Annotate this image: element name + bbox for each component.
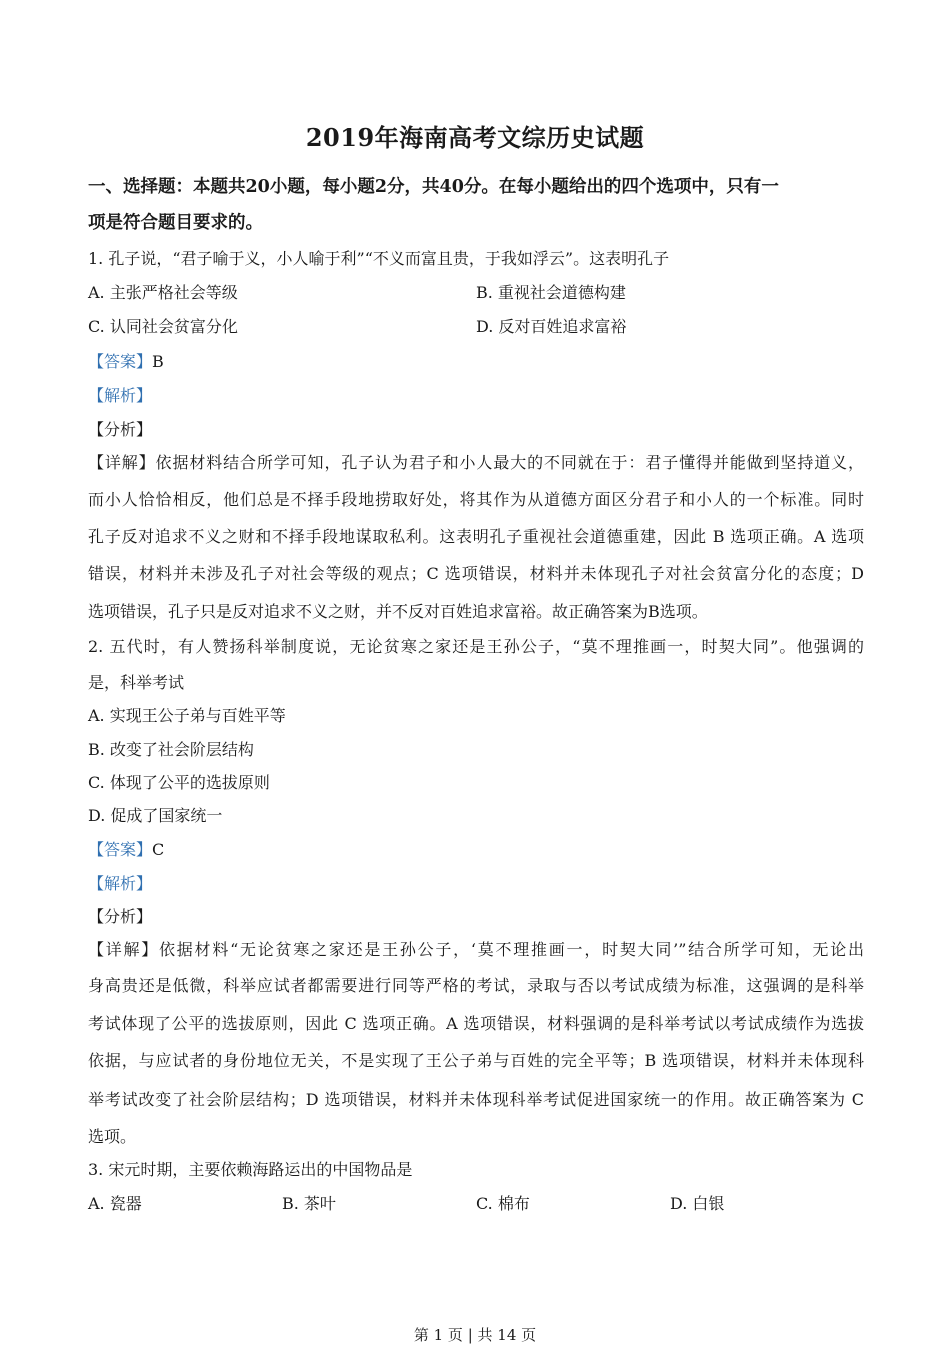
q2-answer-value: C xyxy=(152,840,165,859)
q1-answer-tag: 【答案】 xyxy=(88,352,153,371)
q3-option-b: B. 茶叶 xyxy=(282,1194,336,1213)
q3-option-d: D. 白银 xyxy=(670,1194,725,1213)
q2-stem-line-1: 2. 五代时，有人赞扬科举制度说，无论贫寒之家还是王孙公子，“莫不理推画一，时契大同”。他强调的 xyxy=(88,637,864,656)
q2-option-a: A. 实现王公子弟与百姓平等 xyxy=(88,706,286,725)
q2-detail-line-5: 举考试改变了社会阶层结构；D 选项错误，材料并未体现科举考试促进国家统一的作用。故正确答案为 C xyxy=(88,1090,864,1109)
q1-stem: 1. 孔子说，“君子喻于义，小人喻于利”“不义而富且贵，于我如浮云”。这表明孔子 xyxy=(88,249,670,268)
q2-detail-line-1: 【详解】依据材料“无论贫寒之家还是王孙公子，‘莫不理推画一，时契大同’”结合所学可知，无论出 xyxy=(88,940,864,959)
section-heading-line-2: 项是符合题目要求的。 xyxy=(88,213,263,233)
page-footer: 第 1 页 | 共 14 页 xyxy=(413,1326,537,1344)
section-heading-line-1: 一、选择题：本题共20小题，每小题2分，共40分。在每小题给出的四个选项中，只有一 xyxy=(88,177,779,197)
q1-option-d: D. 反对百姓追求富裕 xyxy=(476,317,627,336)
q1-detail-line-1: 【详解】依据材料结合所学可知，孔子认为君子和小人最大的不同就在于：君子懂得并能做到坚持道义， xyxy=(88,453,864,472)
q3-option-a: A. 瓷器 xyxy=(88,1194,142,1213)
q2-detail-line-2: 身高贵还是低微，科举应试者都需要进行同等严格的考试，录取与否以考试成绩为标准，这强调的是科举 xyxy=(88,976,864,995)
q1-analysis-tag: 【解析】 xyxy=(88,386,153,405)
q1-option-b: B. 重视社会道德构建 xyxy=(476,283,626,302)
q2-option-c: C. 体现了公平的选拔原则 xyxy=(88,773,270,792)
q2-answer-tag: 【答案】 xyxy=(88,840,153,859)
q2-detail-line-3: 考试体现了公平的选拔原则，因此 C 选项正确。A 选项错误，材料强调的是科举考试以考试成绩作为选拔 xyxy=(88,1014,864,1033)
q1-detail-line-4: 错误，材料并未涉及孔子对社会等级的观点；C 选项错误，材料并未体现孔子对社会贫富分化的态度；D xyxy=(88,564,864,583)
q2-analysis-tag: 【解析】 xyxy=(88,874,153,893)
q1-option-c: C. 认同社会贫富分化 xyxy=(88,317,238,336)
q2-detail-line-4: 依据，与应试者的身份地位无关，不是实现了王公子弟与百姓的完全平等；B 选项错误，材料并未体现科 xyxy=(88,1051,864,1070)
page-title: 2019年海南高考文综历史试题 xyxy=(305,123,645,152)
q2-option-b: B. 改变了社会阶层结构 xyxy=(88,740,254,759)
q3-option-c: C. 棉布 xyxy=(476,1194,530,1213)
q1-detail-line-3: 孔子反对追求不义之财和不择手段地谋取私利。这表明孔子重视社会道德重建，因此 B 选项正确。A 选项 xyxy=(88,527,864,546)
q2-stem-line-2: 是，科举考试 xyxy=(88,673,185,692)
q2-fenxi-tag: 【分析】 xyxy=(88,907,153,926)
q1-option-a: A. 主张严格社会等级 xyxy=(88,283,238,302)
q1-detail-line-5: 选项错误，孔子只是反对追求不义之财，并不反对百姓追求富裕。故正确答案为B选项。 xyxy=(88,602,708,621)
q1-fenxi-tag: 【分析】 xyxy=(88,420,153,439)
q3-stem: 3. 宋元时期，主要依赖海路运出的中国物品是 xyxy=(88,1160,413,1179)
q1-answer-value: B xyxy=(152,352,164,371)
q1-answer xyxy=(88,351,164,373)
q2-option-d: D. 促成了国家统一 xyxy=(88,806,223,825)
q2-answer xyxy=(88,839,164,861)
q1-detail-line-2: 而小人恰恰相反，他们总是不择手段地捞取好处，将其作为从道德方面区分君子和小人的一个标准。同时 xyxy=(88,490,864,509)
q2-detail-line-6: 选项。 xyxy=(88,1127,137,1146)
